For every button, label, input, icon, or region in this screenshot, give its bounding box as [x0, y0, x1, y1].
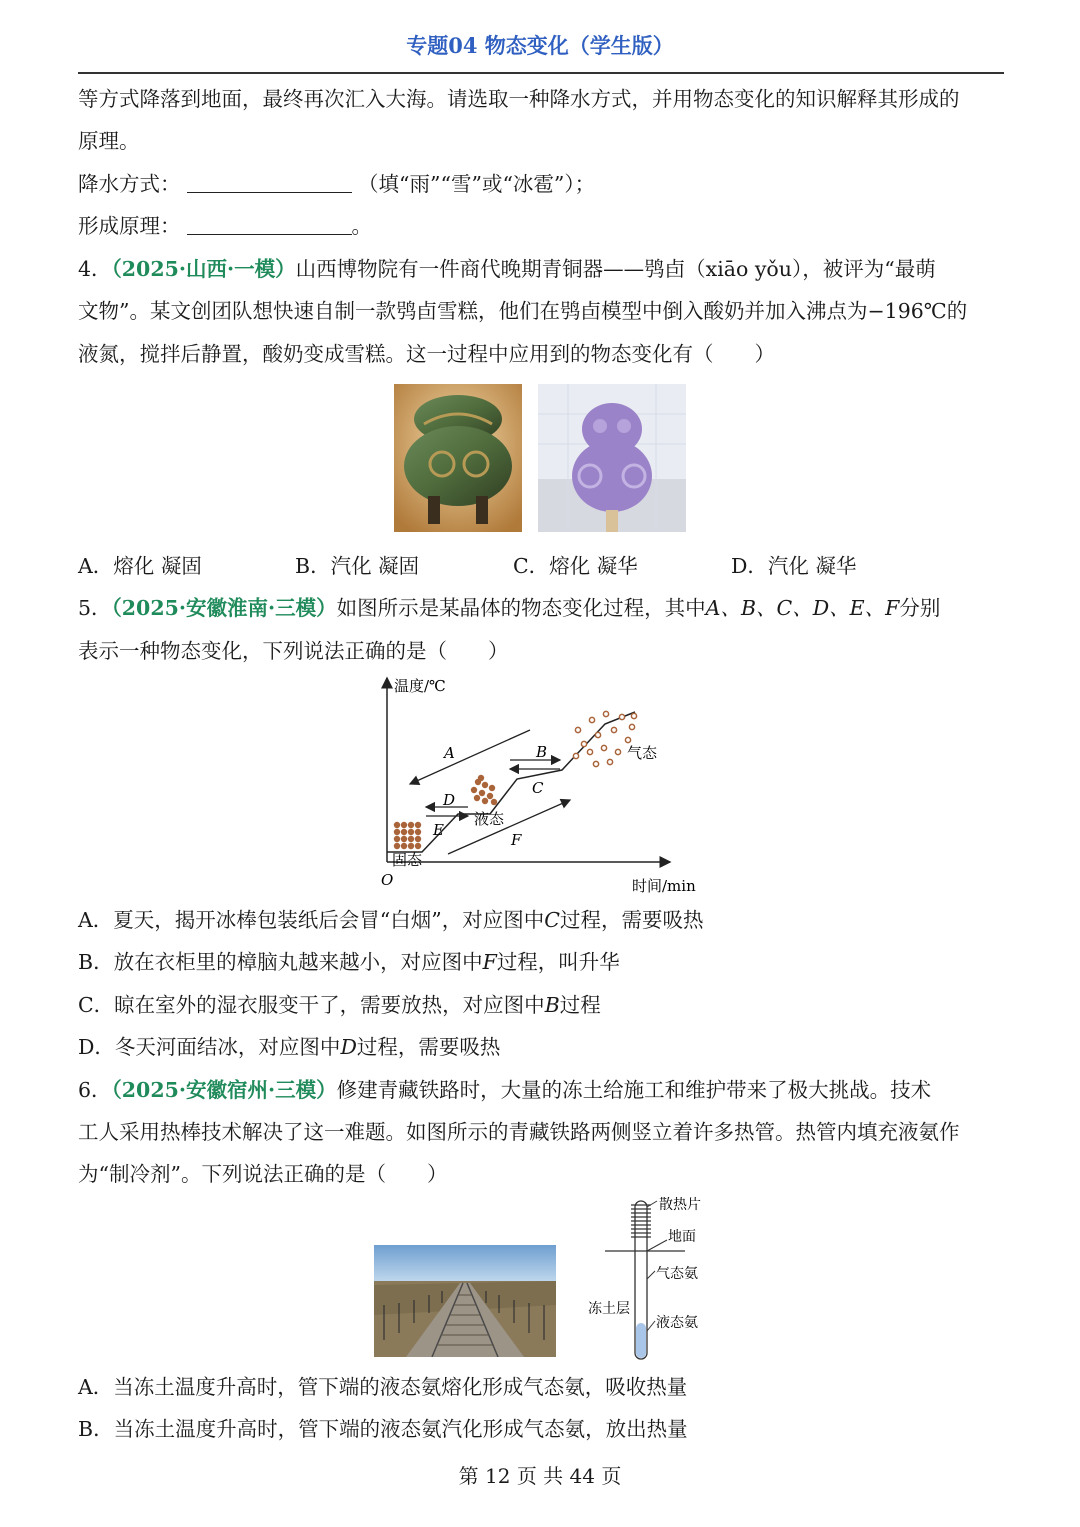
label-d: D [443, 791, 456, 809]
solid-particles [394, 822, 421, 849]
q4-line-2: 文物”。某文创团队想快速自制一款鸮卣雪糕，他们在鸮卣模型中倒入酸奶并加入沸点为−196℃的 [78, 299, 968, 323]
liquid-label: 液态 [474, 810, 505, 828]
liquid-ammonia-fill [636, 1323, 646, 1358]
question-text: 分别 [899, 596, 941, 620]
phase-change-diagram [370, 672, 710, 897]
q6-option-b[interactable]: B．当冻土温度升高时，管下端的液态氨汽化形成气态氨，放出热量 [78, 1417, 688, 1441]
blank-label: 形成原理： [78, 214, 181, 238]
q6-line-3: 为“制冷剂”。下列说法正确的是（ ） [78, 1162, 448, 1186]
question-source: （2025·山西·一模） [111, 257, 296, 281]
label-b: B [536, 743, 548, 761]
fill-blank-precipitation [78, 169, 595, 199]
gas-ammonia-label: 气态氨 [656, 1266, 698, 1282]
q4-option-d[interactable]: D．汽化 凝华 [731, 554, 857, 578]
answer-blank[interactable] [187, 170, 352, 193]
question-source: （2025·安徽淮南·三模） [111, 596, 337, 620]
header-divider [78, 72, 1004, 74]
q5-option-a[interactable]: A．夏天，揭开冰棒包装纸后会冒“白烟”，对应图中C过程，需要吸热 [78, 908, 704, 932]
process-arrow-a [410, 730, 530, 784]
q5-option-b[interactable]: B．放在衣柜里的樟脑丸越来越小，对应图中F过程，叫升华 [78, 950, 620, 974]
question-number: 4． [78, 257, 112, 281]
liquid-particles [471, 775, 497, 805]
qinghai-tibet-railway-photo [374, 1245, 556, 1357]
q4-option-c[interactable]: C．熔化 凝华 [513, 554, 638, 578]
blank-hint: （填“雨”“雪”或“冰雹”）； [358, 172, 596, 196]
y-axis-label: 温度/℃ [394, 677, 446, 695]
solid-label: 固态 [392, 851, 423, 869]
heat-pipe-diagram [585, 1193, 725, 1365]
q4-option-a[interactable]: A．熔化 凝固 [78, 554, 202, 578]
origin-label: O [381, 871, 394, 889]
page-header-title: 专题04 物态变化（学生版） [406, 33, 674, 58]
blank-label: 降水方式： [78, 172, 181, 196]
q5-option-c[interactable]: C．晾在室外的湿衣服变干了，需要放热，对应图中B过程 [78, 993, 601, 1017]
continuation-line-1: 等方式降落到地面，最终再次汇入大海。请选取一种降水方式，并用物态变化的知识解释其形成的 [78, 87, 960, 111]
question-source: （2025·安徽宿州·三模） [111, 1078, 337, 1102]
process-letters: A、B、C、D、E、F [705, 596, 900, 620]
question-text: 如图所示是某晶体的物态变化过程，其中 [336, 596, 706, 620]
answer-blank[interactable] [187, 212, 352, 235]
fill-blank-principle [78, 211, 372, 241]
bronze-owl-vessel-photo [394, 384, 522, 532]
q4-line-1 [78, 254, 936, 284]
label-c: C [532, 779, 544, 797]
label-f: F [511, 831, 522, 849]
gas-label: 气态 [627, 744, 658, 762]
blank-end: 。 [351, 214, 372, 238]
question-text: 山西博物院有一件商代晚期青铜器——鸮卣（xiāo yǒu），被评为“最萌 [295, 257, 936, 281]
q4-option-b[interactable]: B．汽化 凝固 [295, 554, 420, 578]
frozen-soil-label: 冻土层 [588, 1301, 630, 1317]
liquid-ammonia-label: 液态氨 [656, 1315, 698, 1331]
process-arrow-f [448, 800, 570, 854]
question-number: 5． [78, 596, 112, 620]
owl-ice-cream-photo [538, 384, 686, 532]
q6-line-2: 工人采用热棒技术解决了这一难题。如图所示的青藏铁路两侧竖立着许多热管。热管内填充液氨作 [78, 1120, 960, 1144]
q6-option-a[interactable]: A．当冻土温度升高时，管下端的液态氨熔化形成气态氨，吸收热量 [78, 1375, 688, 1399]
label-a: A [444, 744, 455, 762]
q4-line-3: 液氮，搅拌后静置，酸奶变成雪糕。这一过程中应用到的物态变化有（ ） [78, 342, 775, 366]
question-text: 修建青藏铁路时，大量的冻土给施工和维护带来了极大挑战。技术 [336, 1078, 932, 1102]
fins-label: 散热片 [659, 1197, 701, 1213]
x-axis-label: 时间/min [632, 877, 696, 895]
q5-option-d[interactable]: D．冬天河面结冰，对应图中D过程，需要吸热 [78, 1035, 501, 1059]
ground-label: 地面 [668, 1229, 696, 1245]
q6-line-1 [78, 1075, 931, 1105]
q5-line-1 [78, 593, 940, 623]
question-number: 6． [78, 1078, 112, 1102]
q5-line-2: 表示一种物态变化，下列说法正确的是（ ） [78, 639, 509, 663]
continuation-line-2: 原理。 [78, 129, 140, 153]
label-e: E [433, 821, 444, 839]
page-footer: 第 12 页 共 44 页 [458, 1464, 622, 1488]
